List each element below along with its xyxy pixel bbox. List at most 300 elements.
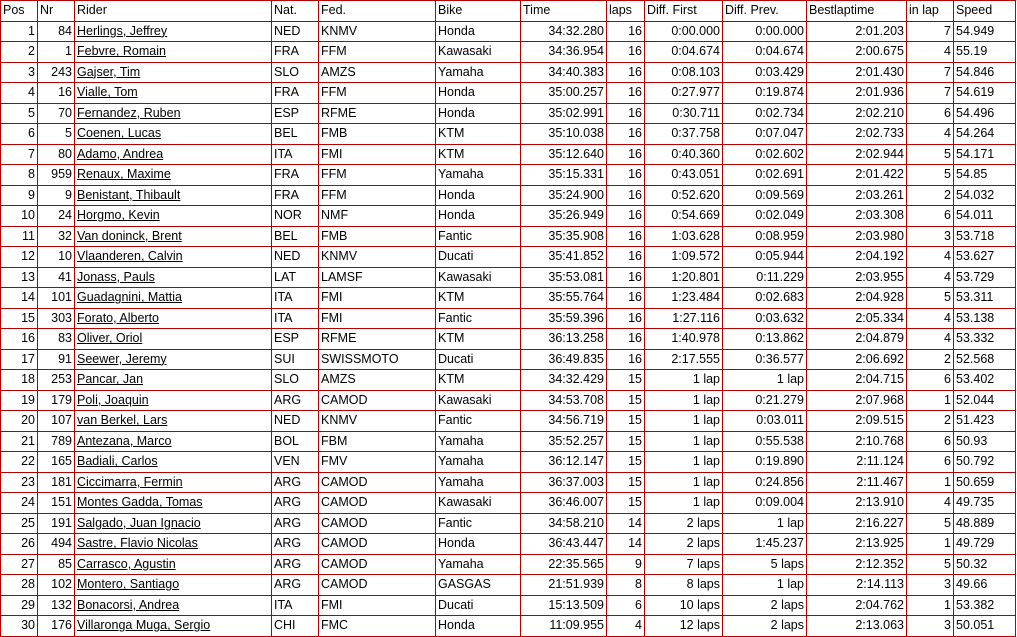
laps-cell: 16 [607, 103, 645, 124]
number-cell: 5 [38, 124, 75, 145]
diff-prev-cell: 0:02.691 [723, 165, 807, 186]
rider-link[interactable]: Jonass, Pauls [77, 269, 155, 284]
rider-cell [75, 493, 272, 514]
laps-cell: 14 [607, 513, 645, 534]
diff-prev-cell: 0:02.602 [723, 144, 807, 165]
time-cell: 35:12.640 [521, 144, 607, 165]
rider-cell [75, 411, 272, 432]
federation-cell: KNMV [319, 247, 436, 268]
diff-prev-cell: 0:03.429 [723, 62, 807, 83]
table-row [1, 370, 1016, 391]
bike-cell: KTM [436, 288, 521, 309]
bike-cell: Honda [436, 206, 521, 227]
rider-link[interactable]: Villaronga Muga, Sergio [77, 618, 211, 633]
diff-prev-cell: 0:05.944 [723, 247, 807, 268]
rider-link[interactable]: Montes Gadda, Tomas [77, 495, 203, 510]
number-cell: 176 [38, 616, 75, 637]
time-cell: 34:32.429 [521, 370, 607, 391]
bestlaptime-cell: 2:01.203 [807, 21, 907, 42]
in-lap-cell: 4 [907, 42, 954, 63]
in-lap-cell: 4 [907, 124, 954, 145]
speed-cell: 54.264 [954, 124, 1016, 145]
rider-cell [75, 103, 272, 124]
number-cell: 9 [38, 185, 75, 206]
in-lap-cell: 6 [907, 370, 954, 391]
bestlaptime-cell: 2:07.968 [807, 390, 907, 411]
time-cell: 36:13.258 [521, 329, 607, 350]
bestlaptime-cell: 2:04.192 [807, 247, 907, 268]
pos-cell: 25 [1, 513, 38, 534]
federation-cell: FMI [319, 288, 436, 309]
diff-first-cell: 1 lap [645, 370, 723, 391]
speed-cell: 54.85 [954, 165, 1016, 186]
number-cell: 243 [38, 62, 75, 83]
pos-cell: 29 [1, 595, 38, 616]
diff-prev-cell: 0:19.890 [723, 452, 807, 473]
rider-link[interactable]: Bonacorsi, Andrea [77, 597, 180, 612]
pos-cell: 27 [1, 554, 38, 575]
number-cell: 16 [38, 83, 75, 104]
col-header-in-lap: in lap [907, 1, 954, 22]
time-cell: 35:02.991 [521, 103, 607, 124]
speed-cell: 53.729 [954, 267, 1016, 288]
bike-cell: Yamaha [436, 62, 521, 83]
number-cell: 165 [38, 452, 75, 473]
bike-cell: Honda [436, 103, 521, 124]
federation-cell: CAMOD [319, 472, 436, 493]
number-cell: 151 [38, 493, 75, 514]
nationality-cell: NOR [272, 206, 319, 227]
rider-cell [75, 308, 272, 329]
table-row [1, 267, 1016, 288]
in-lap-cell: 7 [907, 83, 954, 104]
col-header-fed: Fed. [319, 1, 436, 22]
rider-cell [75, 288, 272, 309]
table-row [1, 42, 1016, 63]
rider-link[interactable]: Poli, Joaquin [77, 392, 149, 407]
in-lap-cell: 5 [907, 554, 954, 575]
federation-cell: FFM [319, 83, 436, 104]
pos-cell: 22 [1, 452, 38, 473]
in-lap-cell: 4 [907, 329, 954, 350]
col-header-rider: Rider [75, 1, 272, 22]
bestlaptime-cell: 2:09.515 [807, 411, 907, 432]
rider-cell [75, 247, 272, 268]
rider-link[interactable]: Badiali, Carlos [77, 454, 158, 469]
bike-cell: GASGAS [436, 575, 521, 596]
time-cell: 35:55.764 [521, 288, 607, 309]
speed-cell: 48.889 [954, 513, 1016, 534]
speed-cell: 52.044 [954, 390, 1016, 411]
diff-first-cell: 1:40.978 [645, 329, 723, 350]
rider-cell [75, 62, 272, 83]
in-lap-cell: 2 [907, 411, 954, 432]
bike-cell: Honda [436, 21, 521, 42]
speed-cell: 50.792 [954, 452, 1016, 473]
rider-cell [75, 390, 272, 411]
table-row [1, 329, 1016, 350]
diff-first-cell: 1:20.801 [645, 267, 723, 288]
col-header-bestlaptime: Bestlaptime [807, 1, 907, 22]
laps-cell: 16 [607, 83, 645, 104]
rider-link[interactable]: Oliver, Oriol [77, 331, 143, 346]
rider-link[interactable]: Sastre, Flavio Nicolas [77, 536, 198, 551]
time-cell: 35:00.257 [521, 83, 607, 104]
bike-cell: Kawasaki [436, 42, 521, 63]
rider-link[interactable]: Gajser, Tim [77, 64, 141, 79]
diff-first-cell: 1:09.572 [645, 247, 723, 268]
bestlaptime-cell: 2:04.715 [807, 370, 907, 391]
rider-cell [75, 124, 272, 145]
laps-cell: 16 [607, 21, 645, 42]
rider-link[interactable]: Salgado, Juan Ignacio [77, 515, 201, 530]
bestlaptime-cell: 2:13.910 [807, 493, 907, 514]
speed-cell: 49.735 [954, 493, 1016, 514]
bestlaptime-cell: 2:01.422 [807, 165, 907, 186]
diff-first-cell: 0:40.360 [645, 144, 723, 165]
diff-prev-cell: 2 laps [723, 616, 807, 637]
rider-cell [75, 575, 272, 596]
col-header-laps: laps [607, 1, 645, 22]
in-lap-cell: 1 [907, 534, 954, 555]
pos-cell: 16 [1, 329, 38, 350]
rider-cell [75, 349, 272, 370]
nationality-cell: ARG [272, 472, 319, 493]
bike-cell: KTM [436, 370, 521, 391]
diff-prev-cell: 2 laps [723, 595, 807, 616]
table-row [1, 288, 1016, 309]
laps-cell: 16 [607, 42, 645, 63]
federation-cell: AMZS [319, 370, 436, 391]
diff-first-cell: 2:17.555 [645, 349, 723, 370]
in-lap-cell: 5 [907, 144, 954, 165]
bestlaptime-cell: 2:01.936 [807, 83, 907, 104]
number-cell: 494 [38, 534, 75, 555]
bestlaptime-cell: 2:04.928 [807, 288, 907, 309]
time-cell: 35:10.038 [521, 124, 607, 145]
laps-cell: 15 [607, 390, 645, 411]
table-row [1, 595, 1016, 616]
rider-cell [75, 267, 272, 288]
in-lap-cell: 7 [907, 62, 954, 83]
laps-cell: 16 [607, 185, 645, 206]
bestlaptime-cell: 2:14.113 [807, 575, 907, 596]
bike-cell: Ducati [436, 595, 521, 616]
rider-cell [75, 226, 272, 247]
time-cell: 35:41.852 [521, 247, 607, 268]
federation-cell: SWISSMOTO [319, 349, 436, 370]
time-cell: 34:53.708 [521, 390, 607, 411]
laps-cell: 15 [607, 411, 645, 432]
in-lap-cell: 4 [907, 308, 954, 329]
diff-prev-cell: 5 laps [723, 554, 807, 575]
rider-cell [75, 616, 272, 637]
pos-cell: 6 [1, 124, 38, 145]
table-row [1, 62, 1016, 83]
rider-link[interactable]: Ciccimarra, Fermin [77, 474, 183, 489]
number-cell: 102 [38, 575, 75, 596]
number-cell: 107 [38, 411, 75, 432]
speed-cell: 52.568 [954, 349, 1016, 370]
time-cell: 36:12.147 [521, 452, 607, 473]
table-row [1, 349, 1016, 370]
pos-cell: 18 [1, 370, 38, 391]
rider-cell [75, 21, 272, 42]
rider-link[interactable]: Benistant, Thibault [77, 187, 181, 202]
time-cell: 21:51.939 [521, 575, 607, 596]
rider-link[interactable]: Seewer, Jeremy [77, 351, 167, 366]
bike-cell: Yamaha [436, 431, 521, 452]
time-cell: 34:40.383 [521, 62, 607, 83]
number-cell: 83 [38, 329, 75, 350]
pos-cell: 8 [1, 165, 38, 186]
diff-prev-cell: 0:02.734 [723, 103, 807, 124]
laps-cell: 14 [607, 534, 645, 555]
diff-prev-cell: 0:00.000 [723, 21, 807, 42]
rider-link[interactable]: Guadagnini, Mattia [77, 290, 182, 305]
rider-link[interactable]: Adamo, Andrea [77, 146, 164, 161]
nationality-cell: NED [272, 21, 319, 42]
rider-link[interactable]: Horgmo, Kevin [77, 208, 160, 223]
bestlaptime-cell: 2:03.955 [807, 267, 907, 288]
rider-link[interactable]: Herlings, Jeffrey [77, 23, 168, 38]
nationality-cell: ARG [272, 513, 319, 534]
bestlaptime-cell: 2:04.762 [807, 595, 907, 616]
diff-first-cell: 1 lap [645, 472, 723, 493]
diff-first-cell: 1:03.628 [645, 226, 723, 247]
federation-cell: FMI [319, 308, 436, 329]
number-cell: 253 [38, 370, 75, 391]
laps-cell: 16 [607, 206, 645, 227]
rider-cell [75, 83, 272, 104]
nationality-cell: FRA [272, 185, 319, 206]
diff-first-cell: 0:08.103 [645, 62, 723, 83]
pos-cell: 17 [1, 349, 38, 370]
laps-cell: 15 [607, 431, 645, 452]
speed-cell: 53.382 [954, 595, 1016, 616]
laps-cell: 16 [607, 329, 645, 350]
diff-first-cell: 0:52.620 [645, 185, 723, 206]
in-lap-cell: 3 [907, 616, 954, 637]
speed-cell: 54.846 [954, 62, 1016, 83]
in-lap-cell: 3 [907, 226, 954, 247]
federation-cell: LAMSF [319, 267, 436, 288]
pos-cell: 26 [1, 534, 38, 555]
rider-cell [75, 329, 272, 350]
pos-cell: 7 [1, 144, 38, 165]
bike-cell: Yamaha [436, 165, 521, 186]
nationality-cell: NED [272, 411, 319, 432]
federation-cell: RFME [319, 329, 436, 350]
table-row [1, 411, 1016, 432]
number-cell: 191 [38, 513, 75, 534]
federation-cell: AMZS [319, 62, 436, 83]
laps-cell: 6 [607, 595, 645, 616]
time-cell: 36:43.447 [521, 534, 607, 555]
nationality-cell: FRA [272, 165, 319, 186]
diff-first-cell: 10 laps [645, 595, 723, 616]
speed-cell: 50.93 [954, 431, 1016, 452]
diff-prev-cell: 0:03.632 [723, 308, 807, 329]
bestlaptime-cell: 2:01.430 [807, 62, 907, 83]
speed-cell: 55.19 [954, 42, 1016, 63]
laps-cell: 15 [607, 493, 645, 514]
nationality-cell: ITA [272, 288, 319, 309]
diff-first-cell: 7 laps [645, 554, 723, 575]
rider-link[interactable]: Forato, Alberto [77, 310, 159, 325]
rider-link[interactable]: Antezana, Marco [77, 433, 172, 448]
diff-prev-cell: 0:13.862 [723, 329, 807, 350]
nationality-cell: ARG [272, 554, 319, 575]
diff-prev-cell: 1 lap [723, 513, 807, 534]
in-lap-cell: 2 [907, 349, 954, 370]
nationality-cell: SLO [272, 370, 319, 391]
time-cell: 35:24.900 [521, 185, 607, 206]
speed-cell: 54.619 [954, 83, 1016, 104]
nationality-cell: ITA [272, 144, 319, 165]
rider-link[interactable]: van Berkel, Lars [77, 413, 168, 428]
pos-cell: 4 [1, 83, 38, 104]
federation-cell: KNMV [319, 21, 436, 42]
federation-cell: NMF [319, 206, 436, 227]
diff-first-cell: 2 laps [645, 513, 723, 534]
rider-link[interactable]: Coenen, Lucas [77, 126, 162, 141]
speed-cell: 51.423 [954, 411, 1016, 432]
rider-cell [75, 370, 272, 391]
bestlaptime-cell: 2:16.227 [807, 513, 907, 534]
bike-cell: Kawasaki [436, 493, 521, 514]
nationality-cell: SLO [272, 62, 319, 83]
federation-cell: RFME [319, 103, 436, 124]
laps-cell: 16 [607, 349, 645, 370]
speed-cell: 53.332 [954, 329, 1016, 350]
table-row [1, 308, 1016, 329]
diff-first-cell: 1 lap [645, 493, 723, 514]
bike-cell: Yamaha [436, 554, 521, 575]
speed-cell: 49.66 [954, 575, 1016, 596]
laps-cell: 16 [607, 308, 645, 329]
diff-first-cell: 0:04.674 [645, 42, 723, 63]
bestlaptime-cell: 2:00.675 [807, 42, 907, 63]
rider-cell [75, 513, 272, 534]
nationality-cell: SUI [272, 349, 319, 370]
table-row [1, 616, 1016, 637]
speed-cell: 53.718 [954, 226, 1016, 247]
table-row [1, 185, 1016, 206]
number-cell: 41 [38, 267, 75, 288]
federation-cell: FFM [319, 185, 436, 206]
pos-cell: 15 [1, 308, 38, 329]
table-row [1, 83, 1016, 104]
rider-cell [75, 452, 272, 473]
number-cell: 32 [38, 226, 75, 247]
diff-first-cell: 1:27.116 [645, 308, 723, 329]
federation-cell: CAMOD [319, 493, 436, 514]
federation-cell: FBM [319, 431, 436, 452]
table-row [1, 247, 1016, 268]
diff-prev-cell: 0:24.856 [723, 472, 807, 493]
time-cell: 11:09.955 [521, 616, 607, 637]
table-row [1, 124, 1016, 145]
col-header-bike: Bike [436, 1, 521, 22]
table-row [1, 575, 1016, 596]
laps-cell: 16 [607, 226, 645, 247]
speed-cell: 54.171 [954, 144, 1016, 165]
diff-prev-cell: 0:09.569 [723, 185, 807, 206]
number-cell: 70 [38, 103, 75, 124]
rider-link[interactable]: Van doninck, Brent [77, 228, 182, 243]
bestlaptime-cell: 2:12.352 [807, 554, 907, 575]
laps-cell: 8 [607, 575, 645, 596]
federation-cell: FMI [319, 144, 436, 165]
col-header-speed: Speed [954, 1, 1016, 22]
table-row [1, 206, 1016, 227]
rider-cell [75, 431, 272, 452]
table-row [1, 513, 1016, 534]
number-cell: 84 [38, 21, 75, 42]
pos-cell: 10 [1, 206, 38, 227]
federation-cell: FMI [319, 595, 436, 616]
number-cell: 132 [38, 595, 75, 616]
in-lap-cell: 4 [907, 493, 954, 514]
rider-link[interactable]: Montero, Santiago [77, 577, 180, 592]
col-header-nat: Nat. [272, 1, 319, 22]
diff-prev-cell: 1:45.237 [723, 534, 807, 555]
table-row [1, 534, 1016, 555]
in-lap-cell: 6 [907, 206, 954, 227]
in-lap-cell: 5 [907, 513, 954, 534]
nationality-cell: BOL [272, 431, 319, 452]
rider-link[interactable]: Renaux, Maxime [77, 167, 171, 182]
number-cell: 101 [38, 288, 75, 309]
table-row [1, 431, 1016, 452]
rider-cell [75, 206, 272, 227]
results-body [1, 21, 1016, 636]
bike-cell: Fantic [436, 411, 521, 432]
diff-first-cell: 1 lap [645, 452, 723, 473]
speed-cell: 50.659 [954, 472, 1016, 493]
bike-cell: Honda [436, 83, 521, 104]
pos-cell: 5 [1, 103, 38, 124]
time-cell: 34:36.954 [521, 42, 607, 63]
laps-cell: 15 [607, 370, 645, 391]
rider-link[interactable]: Fernandez, Ruben [77, 105, 181, 120]
bike-cell: Honda [436, 616, 521, 637]
rider-link[interactable]: Pancar, Jan [77, 372, 144, 387]
bike-cell: Kawasaki [436, 267, 521, 288]
nationality-cell: BEL [272, 226, 319, 247]
federation-cell: FMC [319, 616, 436, 637]
rider-link[interactable]: Vlaanderen, Calvin [77, 249, 183, 264]
rider-link[interactable]: Carrasco, Agustin [77, 556, 176, 571]
speed-cell: 49.729 [954, 534, 1016, 555]
time-cell: 35:52.257 [521, 431, 607, 452]
nationality-cell: ARG [272, 493, 319, 514]
rider-link[interactable]: Febvre, Romain [77, 44, 166, 59]
diff-first-cell: 0:54.669 [645, 206, 723, 227]
time-cell: 35:59.396 [521, 308, 607, 329]
rider-link[interactable]: Vialle, Tom [77, 85, 138, 100]
laps-cell: 15 [607, 452, 645, 473]
nationality-cell: BEL [272, 124, 319, 145]
time-cell: 35:53.081 [521, 267, 607, 288]
nationality-cell: ITA [272, 308, 319, 329]
speed-cell: 54.011 [954, 206, 1016, 227]
rider-cell [75, 554, 272, 575]
bestlaptime-cell: 2:03.980 [807, 226, 907, 247]
bestlaptime-cell: 2:03.261 [807, 185, 907, 206]
bestlaptime-cell: 2:02.944 [807, 144, 907, 165]
